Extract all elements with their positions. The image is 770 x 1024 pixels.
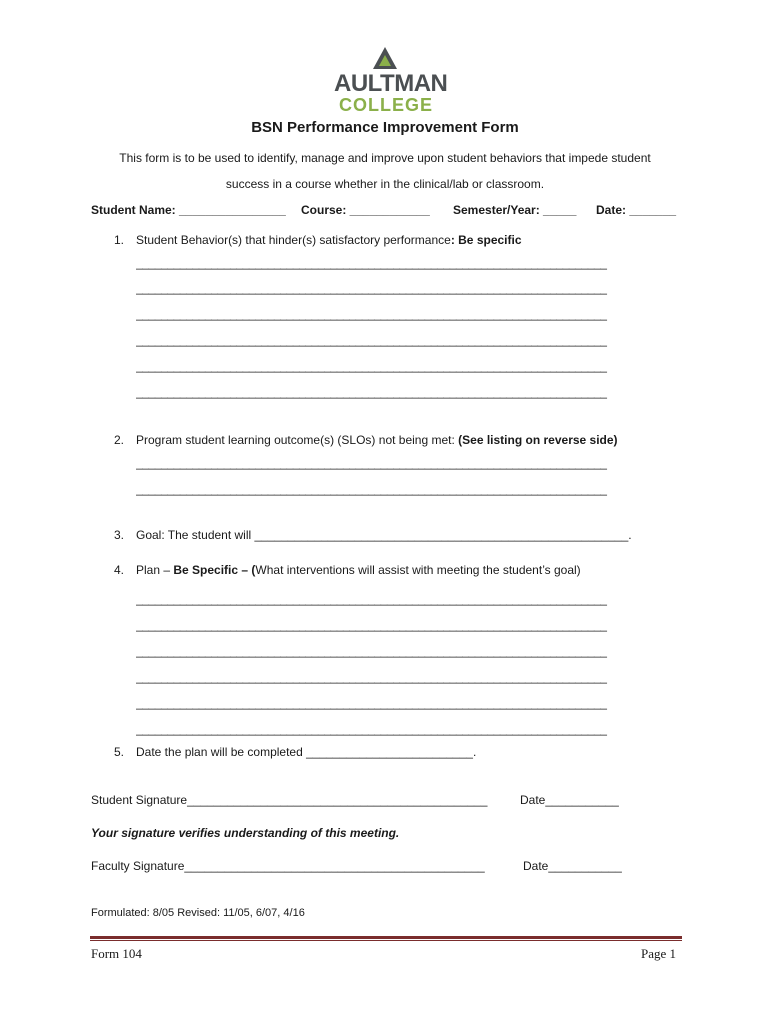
revision-history: Formulated: 8/05 Revised: 11/05, 6/07, 4/16 [91,907,305,919]
footer-rule [90,936,682,939]
student-name-field[interactable]: Student Name: ________________ [91,203,286,217]
behavior-line-5[interactable]: ___________________________________________________________________________ [136,359,607,373]
student-signature-date-field[interactable]: Date___________ [520,793,619,807]
faculty-signature-field[interactable]: Faculty Signature_____________________________________________ [91,859,485,873]
form-title: BSN Performance Improvement Form [251,119,519,136]
logo-subtitle: COLLEGE [338,95,433,115]
item-number: 4. [113,563,124,577]
item-number: 3. [113,528,124,542]
behavior-line-2[interactable]: ___________________________________________________________________________ [136,281,607,295]
completion-date-field[interactable]: Date the plan will be completed _________________________. [136,745,477,759]
course-field[interactable]: Course: ____________ [301,203,430,217]
behavior-line-1[interactable]: ___________________________________________________________________________ [136,256,607,270]
plan-line-4[interactable]: ___________________________________________________________________________ [136,670,607,684]
behavior-line-3[interactable]: ___________________________________________________________________________ [136,307,607,321]
faculty-signature-date-field[interactable]: Date___________ [523,859,622,873]
semester-year-field[interactable]: Semester/Year: _____ [453,203,577,217]
page-number: Page 1 [641,946,677,961]
college-logo [334,46,448,116]
item-4-label: Plan – Be Specific – (What interventions will assist with meeting the student’s goal) [136,563,581,577]
date-field[interactable]: Date: _______ [596,203,677,217]
plan-line-5[interactable]: ___________________________________________________________________________ [136,696,607,710]
item-number: 5. [113,745,124,759]
item-2-label: Program student learning outcome(s) (SLOs) not being met: (See listing on reverse side) [136,433,618,447]
slo-line-2[interactable]: ___________________________________________________________________________ [136,482,607,496]
behavior-line-4[interactable]: ___________________________________________________________________________ [136,333,607,347]
item-number: 1. [113,233,124,247]
plan-line-6[interactable]: ___________________________________________________________________________ [136,722,607,736]
footer-rule-thin [90,940,682,941]
intro-line-1: This form is to be used to identify, manage and improve upon student behaviors that impede student [119,151,651,165]
logo-name: AULTMAN [334,70,448,97]
item-number: 2. [113,433,124,447]
item-1-label: Student Behavior(s) that hinder(s) satisfactory performance: Be specific [136,233,522,247]
plan-line-2[interactable]: ___________________________________________________________________________ [136,618,607,632]
plan-line-1[interactable]: ___________________________________________________________________________ [136,592,607,606]
intro-line-2: success in a course whether in the clinical/lab or classroom. [225,177,545,191]
signature-verification-note: Your signature verifies understanding of this meeting. [91,826,400,840]
logo-mark-icon [372,46,398,70]
slo-line-1[interactable]: ___________________________________________________________________________ [136,456,607,470]
form-number: Form 104 [91,946,142,961]
goal-field[interactable]: Goal: The student will ________________________________________________________. [136,528,632,542]
behavior-line-6[interactable]: ___________________________________________________________________________ [136,385,607,399]
student-signature-field[interactable]: Student Signature_____________________________________________ [91,793,488,807]
plan-line-3[interactable]: ___________________________________________________________________________ [136,644,607,658]
